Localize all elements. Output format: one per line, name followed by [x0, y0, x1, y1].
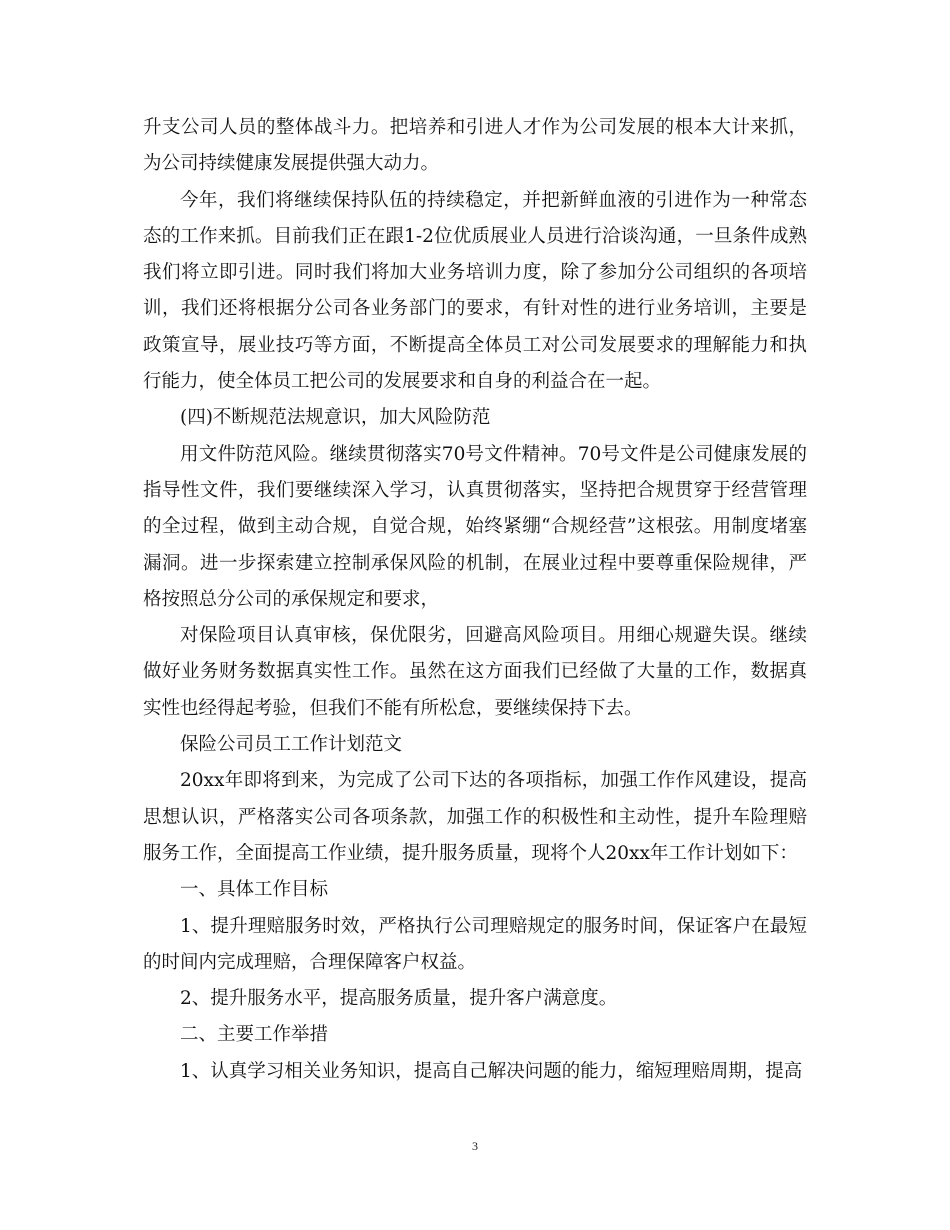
paragraph-1: 升支公司人员的整体战斗力。把培养和引进人才作为公司发展的根本大计来抓，为公司持续健康发展提供强大动力。	[143, 117, 807, 175]
section-heading-1: 一、具体工作目标	[180, 879, 329, 901]
list-item-3: 1、认真学习相关业务知识，提高自己解决问题的能力，缩短理赔周期，提高	[180, 1060, 803, 1082]
document-body	[143, 110, 807, 1090]
article-title: 保险公司员工工作计划范文	[180, 734, 403, 756]
section-heading-4: (四)不断规范法规意识，加大风险防范	[180, 407, 491, 429]
paragraph-3: 用文件防范风险。继续贯彻落实70号文件精神。70号文件是公司健康发展的指导性文件，我们要继续深入学习，认真贯彻落实，坚持把合规贯穿于经营管理的全过程，做到主动合规，自觉合规，始终紧绷“合规经营”这根弦。用制度堵塞漏洞。进一步探索建立控制承保风险的机制，在展业过程中要尊重保险规律，严格按照总分公司的承保规定和要求，	[143, 443, 807, 610]
list-item-2: 2、提升服务水平，提高服务质量，提升客户满意度。	[180, 988, 618, 1010]
section-heading-2: 二、主要工作举措	[180, 1024, 329, 1046]
paragraph-4: 对保险项目认真审核，保优限劣，回避高风险项目。用细心规避失误。继续做好业务财务数据真实性工作。虽然在这方面我们已经做了大量的工作，数据真实性也经得起考验，但我们不能有所松怠，要继续保持下去。	[143, 625, 807, 719]
page-number: 3	[472, 1139, 478, 1153]
paragraph-2: 今年，我们将继续保持队伍的持续稳定，并把新鲜血液的引进作为一种常态态的工作来抓。目前我们正在跟1-2位优质展业人员进行洽谈沟通，一旦条件成熟我们将立即引进。同时我们将加大业务培训力度，除了参加分公司组织的各项培训，我们还将根据分公司各业务部门的要求，有针对性的进行业务培训，主要是政策宣导，展业技巧等方面，不断提高全体员工对公司发展要求的理解能力和执行能力，使全体员工把公司的发展要求和自身的利益合在一起。	[143, 189, 807, 393]
paragraph-5: 20xx年即将到来，为完成了公司下达的各项指标，加强工作作风建设，提高思想认识，严格落实公司各项条款，加强工作的积极性和主动性，提升车险理赔服务工作，全面提高工作业绩，提升服务质量，现将个人20xx年工作计划如下：	[143, 770, 807, 864]
list-item-1: 1、提升理赔服务时效，严格执行公司理赔规定的服务时间，保证客户在最短的时间内完成理赔，合理保障客户权益。	[143, 915, 807, 973]
